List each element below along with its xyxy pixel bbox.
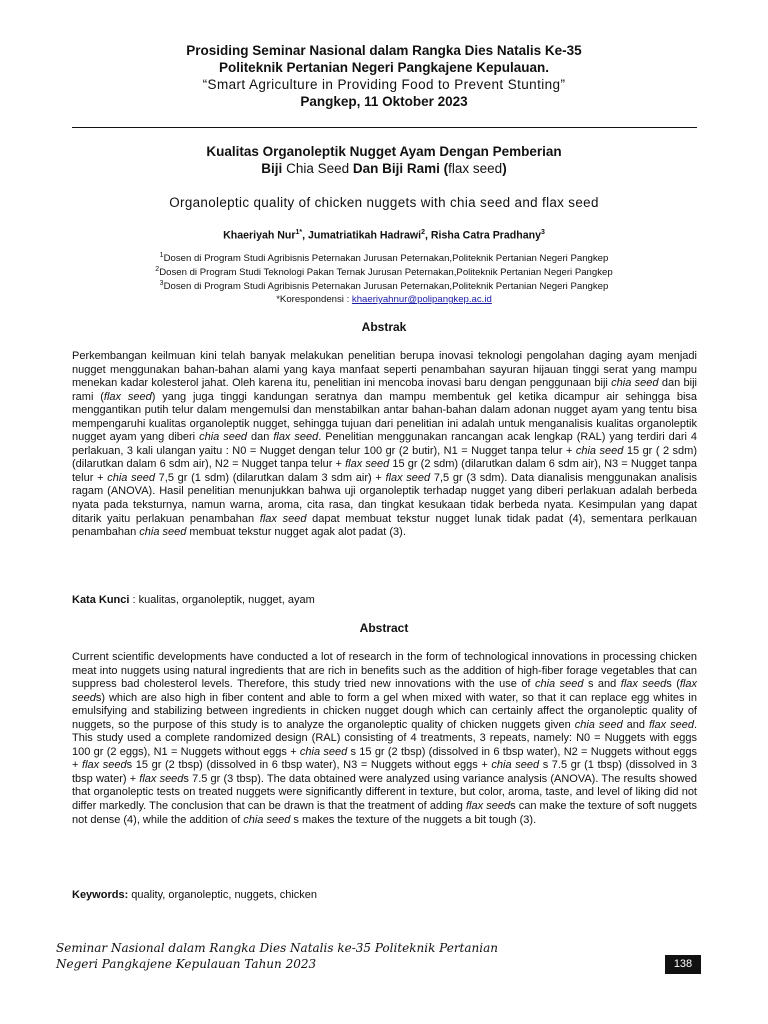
text-run: s 15 gr (2 tbsp) (dissolved in 6 tbsp water), N2 = Nuggets without eggs + (72, 745, 697, 772)
paper-title-line1: Kualitas Organoleptik Nugget Ayam Dengan Pemberian (206, 144, 562, 159)
text-run: s 15 gr (2 tbsp) (dissolved in 6 tbsp water), N3 = Nuggets without eggs + (126, 759, 492, 772)
keywords-label: Keywords: (72, 889, 129, 901)
text-run: s) which are also high in fiber content and able to form a gel when mixed with water, so that it can replace egg whites in emulsifying and stabilizing between ingredients in chicken nugget dough which can certainly affect the organoleptic quality of nuggets, so the purpose of this study is to analyze the organoleptic quality of chicken nuggets given (72, 691, 697, 731)
italic-term: chia seed (574, 718, 623, 731)
proceedings-title: Prosiding Seminar Nasional dalam Rangka Dies Natalis Ke-35 (186, 43, 582, 58)
author-separator: , (424, 229, 431, 242)
affiliation (0, 252, 768, 264)
author-separator: , (302, 229, 309, 242)
text-run: dan biji rami ( (72, 377, 697, 403)
italic-term: flax seed (345, 458, 390, 471)
author-name: Khaeriyah Nur (223, 229, 296, 242)
text-run: s makes the texture of the nuggets a bit tough (3). (290, 813, 537, 826)
text-run: 15 gr (2 sdm) (dilarutkan dalam 6 sdm air), N3 = Nugget tanpa telur + (72, 458, 697, 484)
author-list (0, 229, 768, 242)
text-run: Current scientific developments have conducted a lot of research in the form of technological innovations in processing chicken meat into nuggets using natural ingredients that are rich in benefits such as the addition of high-fiber forage vegetables that can suppress bad cholesterol levels. Therefore, this study tried new innovations with the use of (72, 651, 697, 691)
italic-term: chia seed (611, 377, 659, 390)
text-run: 7,5 gr (1 sdm) (dilarutkan dalam 3 sdm air) + (154, 471, 386, 484)
affiliation (0, 280, 768, 292)
italic-term: flax seed (82, 759, 127, 772)
italic-term: chia seed (139, 526, 187, 539)
abstrak-paragraph (72, 350, 697, 540)
author-name: Risha Catra Pradhany (430, 229, 541, 242)
footer-line: Seminar Nasional dalam Rangka Dies Natalis ke-35 Politeknik Pertanian (56, 941, 498, 955)
title-part: ) (502, 161, 507, 176)
page-footer (56, 940, 498, 972)
text-run: 15 gr ( 2 sdm) (dilarutkan dalam 6 sdm air), N2 = Nugget tanpa telur + (72, 444, 698, 471)
text-run: dan (247, 431, 274, 444)
text-run: s 7.5 gr (1 tbsp) (dissolved in 3 tbsp water) + (72, 759, 697, 785)
kata-kunci-label: Kata Kunci (72, 594, 130, 606)
italic-term: chia seed (243, 813, 291, 826)
paper-title-english: Organoleptic quality of chicken nuggets with chia seed and flax seed (169, 195, 599, 210)
abstrak-heading: Abstrak (361, 320, 407, 334)
footer-line: Negeri Pangkajene Kepulauan Tahun 2023 (56, 957, 317, 971)
correspondence (0, 294, 768, 305)
page-number: 138 (665, 955, 701, 974)
italic-term: flax seed (72, 678, 697, 704)
text-run: . Penelitian menggunakan rancangan acak lengkap (RAL) yang terdiri dari 4 perlakuan, 3 kali ulangan yaitu : N0 = Nugget dengan telur 100 gr (2 butir), N1 = Nugget tanpa telur + (72, 431, 698, 457)
affiliation-marker: 1 (159, 252, 164, 259)
correspondence-label: *Korespondensi : (276, 294, 352, 305)
keywords (72, 889, 697, 901)
italic-term: flax seed (139, 772, 184, 785)
text-run: and (622, 718, 649, 731)
affiliation-text: Dosen di Program Studi Agribisnis Peternakan Jurusan Peternakan,Politeknik Pertanian Negeri Pangkep (163, 281, 609, 293)
italic-term: chia seed (199, 431, 248, 444)
text-run: s ( (666, 678, 680, 691)
affiliation-text: Dosen di Program Studi Agribisnis Peternakan Jurusan Peternakan,Politeknik Pertanian Negeri Pangkep (163, 253, 609, 265)
italic-term: flax seed (273, 431, 319, 444)
header-divider (72, 127, 697, 128)
italic-term: flax seed (385, 471, 431, 484)
italic-term: chia seed (534, 678, 584, 691)
abstract-heading: Abstract (359, 621, 409, 635)
text-run: s and (583, 678, 621, 691)
text-run: s 7.5 gr (3 tbsp). The data obtained were analyzed using variance analysis (ANOVA). The results showed that organoleptic tests on treated nuggets were significantly different in texture, but color, aroma, taste, and level of liking did not differ markedly. The conclusion that can be drawn is that the treatment of adding (72, 772, 697, 813)
seminar-theme: “Smart Agriculture in Providing Food to Prevent Stunting” (202, 77, 566, 92)
title-part: flax seed (448, 161, 503, 176)
kata-kunci (72, 594, 697, 606)
abstract-paragraph (72, 651, 697, 827)
author-marker: 3 (540, 229, 545, 236)
italic-term: flax seed (466, 800, 511, 813)
affiliation-marker: 2 (155, 266, 160, 273)
italic-term: flax seed (649, 718, 694, 731)
text-run: s can make the texture of soft nuggets not dense (4), while the addition of (72, 800, 698, 826)
text-run: Perkembangan keilmuan kini telah banyak melakukan penelitian berupa inovasi teknologi pengolahan daging ayam menjadi nugget menggunakan bahan-bahan alami yang kaya manfaat seperti penambahan sayuran hijauan tinggi serat yang mampu menekan kadar kolesterol jahat. Oleh karena itu, penelitian ini mencoba inovasi baru dengan penggunaan biji (72, 350, 697, 390)
author-marker: 2 (421, 229, 425, 236)
kata-kunci-text: : kualitas, organoleptik, nugget, ayam (129, 594, 315, 606)
title-part: Chia Seed (286, 161, 350, 176)
italic-term: chia seed (107, 471, 155, 484)
italic-term: flax seed (259, 512, 307, 525)
institution-name: Politeknik Pertanian Negeri Pangkajene Kepulauan. (218, 60, 550, 75)
italic-term: chia seed (299, 745, 348, 758)
title-part: Dan Biji Rami ( (352, 161, 449, 176)
text-run: dapat membuat tekstur nugget lunak tidak padat (4), sementara perlkauan penambahan (72, 512, 697, 539)
text-run: membuat tekstur nugget agak alot padat (3). (186, 526, 406, 539)
italic-term: flax seed (103, 390, 152, 403)
affiliation-text: Dosen di Program Studi Teknologi Pakan Ternak Jurusan Peternakan,Politeknik Pertanian Negeri Pangkep (159, 267, 613, 279)
text-run: . This study used a complete randomized design (RAL) consisting of 4 treatments, 3 repeats, namely: N0 = Nuggets with eggs 100 gr (2 eggs), N1 = Nuggets without eggs + (72, 718, 697, 758)
event-date: Pangkep, 11 Oktober 2023 (300, 94, 468, 109)
title-part: Biji (261, 161, 283, 176)
text-run: 7,5 gr (3 sdm). Data dianalisis menggunakan analisis ragam (ANOVA). Hasil penelitian menunjukkan bahwa uji organoleptik terhadap nugget yang diberi perlakuan adalah berbeda nyata pada teksturnya, namun warna, aroma, cita rasa, dan tingkat kesukaan tidak berbeda nyata. Kesimpulan yang dapat ditarik yaitu perlakuan penambahan (72, 471, 697, 525)
author-name: Jumatriatikah Hadrawi (308, 229, 422, 242)
italic-term: chia seed (575, 444, 624, 457)
affiliation (0, 266, 768, 278)
italic-term: chia seed (491, 759, 540, 772)
text-run: ) yang juga tinggi kandungan seratnya dan mampu membentuk gel ketika dicampur air sehingga bisa menggantikan putih telur dalam mengemulsi dan menstabilkan antar bahan-bahan dalam adonan nugget ayam yang tentu bisa mempengaruhi kualitas organoleptik nugget, sehingga tujuan dari penelitian ini adalah untuk menganalisis kualitas organoleptik nugget ayam yang diberi (72, 390, 698, 444)
italic-term: flax seed (620, 678, 667, 691)
keywords-text: quality, organoleptic, nuggets, chicken (128, 889, 317, 901)
author-marker: 1* (295, 229, 303, 236)
paper-title-line2 (0, 161, 768, 176)
affiliation-marker: 3 (159, 280, 164, 287)
correspondence-email-link[interactable]: khaeriyahnur@polipangkep.ac.id (351, 294, 492, 305)
